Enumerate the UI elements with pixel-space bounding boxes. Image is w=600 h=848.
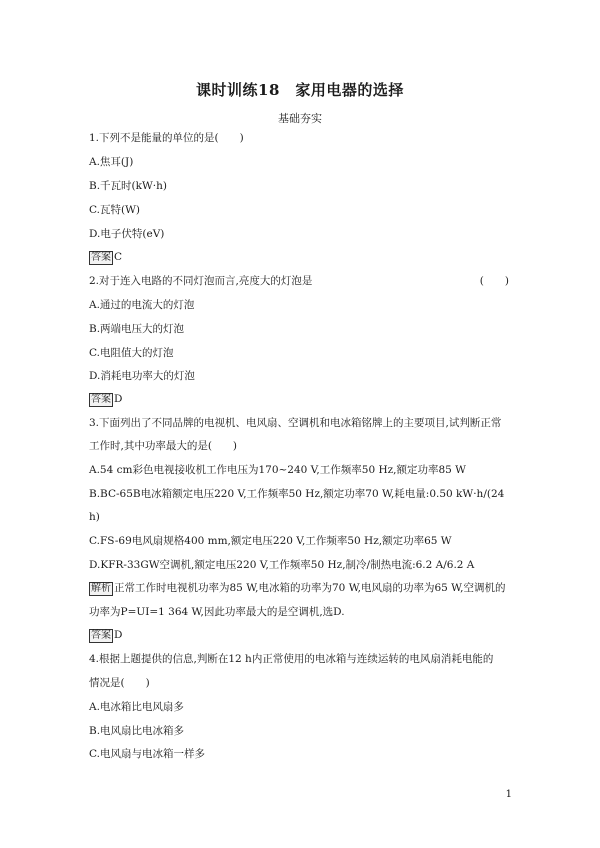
- question-4-option-b: B.电风扇比电冰箱多: [89, 725, 185, 737]
- question-2-option-a: A.通过的电流大的灯泡: [89, 299, 195, 311]
- question-2-option-b: B.两端电压大的灯泡: [89, 323, 185, 335]
- section-heading: 基础夯实: [278, 112, 322, 125]
- question-3-stem-line1: 3.下面列出了不同品牌的电视机、电风扇、空调机和电冰箱铭牌上的主要项目,试判断正常: [89, 417, 502, 429]
- question-1-stem: 1.下列不是能量的单位的是( ): [89, 132, 244, 144]
- question-1-answer: [89, 250, 511, 265]
- answer-value: C: [114, 251, 123, 263]
- question-3-option-b-line2: h): [89, 511, 100, 523]
- answer-tag: 答案: [91, 252, 111, 263]
- question-2-text: 2.对于连入电路的不同灯泡而言,亮度大的灯泡是: [89, 275, 313, 287]
- answer-value: D: [114, 393, 123, 405]
- question-3-option-d: D.KFR-33GW空调机,额定电压220 V,工作频率50 Hz,制冷/制热电流:6.2 A/6.2 A: [89, 559, 475, 571]
- question-3-answer: [89, 628, 511, 643]
- question-2-option-d: D.消耗电功率大的灯泡: [89, 370, 195, 382]
- question-4-option-a: A.电冰箱比电风扇多: [89, 701, 184, 713]
- question-1-option-d: D.电子伏特(eV): [89, 228, 165, 240]
- question-2-paren: ( ): [479, 275, 509, 287]
- question-4-stem-line1: 4.根据上题提供的信息,判断在12 h内正常使用的电冰箱与连续运转的电风扇消耗电能的: [89, 653, 494, 665]
- page-number: 1: [505, 789, 512, 800]
- page-title: 课时训练18 家用电器的选择: [196, 81, 404, 99]
- analysis-tag: 解析: [91, 583, 111, 594]
- question-1-option-c: C.瓦特(W): [89, 204, 140, 216]
- question-1-option-a: A.焦耳(J): [89, 156, 134, 168]
- question-3-option-c: C.FS-69电风扇规格400 mm,额定电压220 V,工作频率50 Hz,额定功率65 W: [89, 535, 452, 547]
- question-2-option-c: C.电阻值大的灯泡: [89, 347, 174, 359]
- analysis-text: 正常工作时电视机功率为85 W,电冰箱的功率为70 W,电风扇的功率为65 W,空调机的: [114, 582, 506, 594]
- question-3-option-b-line1: B.BC-65B电冰箱额定电压220 V,工作频率50 Hz,额定功率70 W,耗电量:0.50 kW·h/(24: [89, 488, 505, 500]
- question-2-stem: [89, 274, 511, 288]
- question-3-analysis-line1: [89, 581, 511, 596]
- question-2-answer: [89, 392, 511, 407]
- question-4-option-c: C.电风扇与电冰箱一样多: [89, 748, 205, 760]
- question-1-option-b: B.千瓦时(kW·h): [89, 180, 168, 192]
- question-3-stem-line2: 工作时,其中功率最大的是( ): [89, 440, 238, 452]
- question-3-analysis-line2: 功率为P=UI=1 364 W,因此功率最大的是空调机,选D.: [89, 606, 345, 618]
- question-3-option-a: A.54 cm彩色电视接收机工作电压为170~240 V,工作频率50 Hz,额定功率85 W: [89, 464, 466, 476]
- question-4-stem-line2: 情况是( ): [89, 677, 150, 689]
- answer-tag: 答案: [91, 630, 111, 641]
- answer-tag: 答案: [91, 394, 111, 405]
- answer-value: D: [114, 629, 123, 641]
